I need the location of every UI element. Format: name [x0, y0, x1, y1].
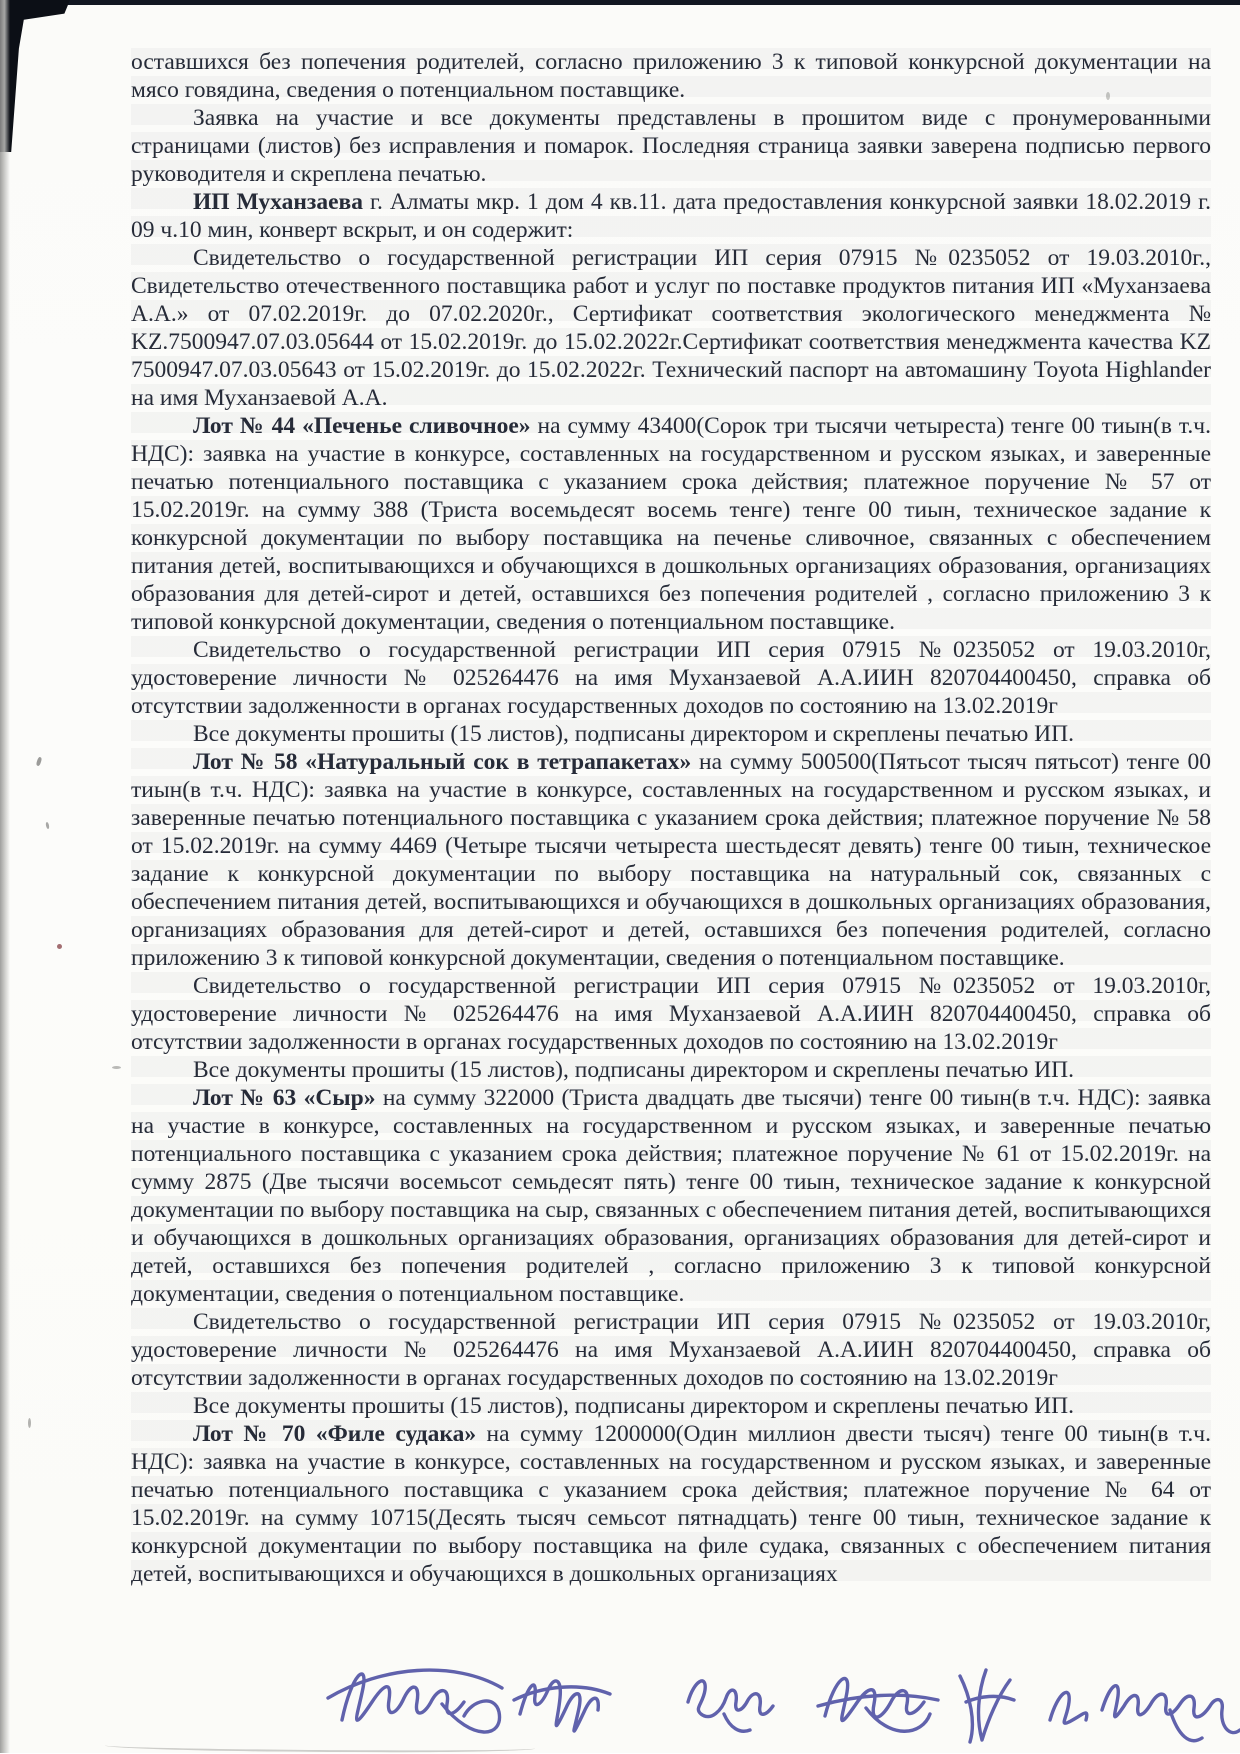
paragraph-text-run: Все документы прошиты (15 листов), подписаны директором и скреплены печатью ИП. — [193, 1393, 1074, 1419]
paragraph — [131, 720, 1211, 748]
paragraph-text-run: Свидетельство о государственной регистрации ИП серия 07915 №0235052 от 19.03.2010г, удостоверение личности № 025264476 на имя Муханзаевой А.А.ИИН 820704400450, справка об отсутствии задолженности в органах государственных доходов по состоянию на 13.02.2019г — [131, 1309, 1211, 1391]
signature-5 — [960, 1670, 1014, 1742]
scan-corner-black — [0, 0, 70, 152]
paragraph — [131, 1392, 1211, 1420]
signature-3 — [688, 1681, 773, 1731]
paragraph — [131, 972, 1211, 1056]
paragraph-bold-run: Лот № 70 «Филе судака» — [193, 1421, 477, 1447]
paragraph — [131, 48, 1211, 104]
paragraph-text-run: на сумму 500500(Пятьсот тысяч пятьсот) тенге 00 тиын(в т.ч. НДС): заявка на участие в конкурсе, составленных на государственном и русском языках, и заверенные печатью потенциального поставщика с указанием срока действия; платежное поручение № 58 от 15.02.2019г. на сумму 4469 (Четыре тысячи четыреста шестьдесят девять) тенге 00 тиын, техническое задание к конкурсной документации по выбору поставщика на натуральный сок, связанных с обеспечением питания детей, воспитывающихся и обучающихся в дошкольных организациях образования, организациях образования для детей-сирот и детей, оставшихся без попечения родителей, согласно приложению 3 к типовой конкурсной документации, сведения о потенциальном поставщике. — [131, 749, 1211, 971]
paragraph-text-run: Свидетельство о государственной регистрации ИП серия 07915 №0235052 от 19.03.2010г, удостоверение личности № 025264476 на имя Муханзаевой А.А.ИИН 820704400450, справка об отсутствии задолженности в органах государственных доходов по состоянию на 13.02.2019г — [131, 973, 1211, 1055]
signature-row — [320, 1648, 1240, 1753]
signature-2 — [514, 1681, 610, 1731]
paragraph — [131, 748, 1211, 972]
paragraph — [131, 636, 1211, 720]
paragraph — [131, 1420, 1211, 1588]
paragraph — [131, 244, 1211, 412]
signature-6 — [1050, 1686, 1240, 1741]
paragraph-text-run: оставшихся без попечения родителей, согласно приложению 3 к типовой конкурсной документации на мясо говядина, сведения о потенциальном поставщике. — [131, 49, 1211, 103]
paragraph — [131, 188, 1211, 244]
paragraph-text-run: г. Алматы мкр. 1 дом 4 кв.11. дата предоставления конкурсной заявки 18.02.2019 г. 09 ч.10 мин, конверт вскрыт, и он содержит: — [131, 189, 1211, 243]
paragraph-text-run: на сумму 322000 (Триста двадцать две тысячи) тенге 00 тиын(в т.ч. НДС): заявка на участие в конкурсе, составленных на государственном и русском языках, и заверенные печатью потенциального поставщика с указанием срока действия; платежное поручение № 61 от 15.02.2019г. на сумму 2875 (Две тысячи восемьсот семьдесят пять) тенге 00 тиын, техническое задание к конкурсной документации по выбору поставщика на сыр, связанных с обеспечением питания детей, воспитывающихся и обучающихся в дошкольных организациях образования, организациях образования для детей-сирот и детей, оставшихся без попечения родителей , согласно приложению 3 к типовой конкурсной документации, сведения о потенциальном поставщике. — [131, 1085, 1211, 1307]
scan-edge-top — [0, 0, 1240, 5]
paragraph — [131, 412, 1211, 636]
paragraph — [131, 104, 1211, 188]
paragraph-text-run: Свидетельство о государственной регистрации ИП серия 07915 №0235052 от 19.03.2010г, удостоверение личности № 025264476 на имя Муханзаевой А.А.ИИН 820704400450, справка об отсутствии задолженности в органах государственных доходов по состоянию на 13.02.2019г — [131, 637, 1211, 719]
scan-speck — [28, 1418, 31, 1428]
signature-4 — [818, 1679, 938, 1732]
paragraph-bold-run: Лот № 44 «Печенье сливочное» — [193, 413, 531, 439]
paragraph-text-run: Все документы прошиты (15 листов), подписаны директором и скреплены печатью ИП. — [193, 721, 1074, 747]
paragraph — [131, 1308, 1211, 1392]
scan-speck — [45, 822, 49, 829]
paragraph-text-run: Заявка на участие и все документы представлены в прошитом виде с пронумерованными страницами (листов) без исправления и помарок. Последняя страница заявки заверена подписью первого руководителя и скреплена печатью. — [131, 105, 1211, 187]
scan-speck — [36, 757, 43, 767]
scan-speck — [112, 1066, 121, 1069]
paragraph-text-run: на сумму 1200000(Один миллион двести тысяч) тенге 00 тиын(в т.ч. НДС): заявка на участие в конкурсе, составленных на государственном и русском языках, и заверенные печатью потенциального поставщика с указанием срока действия; платежное поручение № 64 от 15.02.2019г. на сумму 10715(Десять тысяч семьсот пятнадцать) тенге 00 тиын, техническое задание к конкурсной документации по выбору поставщика на филе судака, связанных с обеспечением питания детей, воспитывающихся и обучающихся в дошкольных организациях — [131, 1421, 1211, 1587]
scan-edge-left — [0, 0, 10, 1753]
paragraph-text-run: Свидетельство о государственной регистрации ИП серия 07915 №0235052 от 19.03.2010г., Свидетельство отечественного поставщика работ и услуг по поставке продуктов питания ИП «Муханзаева А.А.» от 07.02.2019г. до 07.02.2020г., Сертификат соответствия экологического менеджмента № KZ.7500947.07.03.05644 от 15.02.2019г. до 15.02.2022г.Сертификат соответствия менеджмента качества KZ 7500947.07.03.05643 от 15.02.2019г. до 15.02.2022г. Технический паспорт на автомашину Toyota Highlander на имя Муханзаевой А.А. — [131, 245, 1211, 411]
paragraph-bold-run: Лот № 63 «Сыр» — [193, 1085, 376, 1111]
signatures-drawing — [320, 1648, 1240, 1753]
document-body — [131, 48, 1211, 1588]
paragraph-text-run: на сумму 43400(Сорок три тысячи четыреста) тенге 00 тиын(в т.ч. НДС): заявка на участие в конкурсе, составленных на государственном и русском языках, и заверенные печатью потенциального поставщика с указанием срока действия; платежное поручение № 57 от 15.02.2019г. на сумму 388 (Триста восемьдесят восемь тенге) тенге 00 тиын, техническое задание к конкурсной документации по выбору поставщика на печенье сливочное, связанных с обеспечением питания детей, воспитывающихся и обучающихся в дошкольных организациях образования, организациях образования для детей-сирот и детей, оставшихся без попечения родителей , согласно приложению 3 к типовой конкурсной документации, сведения о потенциальном поставщике. — [131, 413, 1211, 635]
paragraph-bold-run: ИП Муханзаева — [193, 189, 363, 215]
signature-1 — [328, 1670, 502, 1732]
paragraph-text-run: Все документы прошиты (15 листов), подписаны директором и скреплены печатью ИП. — [193, 1057, 1074, 1083]
scan-speck — [57, 944, 62, 949]
paragraph — [131, 1056, 1211, 1084]
paragraph-bold-run: Лот № 58 «Натуральный сок в тетрапакетах» — [193, 749, 692, 775]
paragraph — [131, 1084, 1211, 1308]
